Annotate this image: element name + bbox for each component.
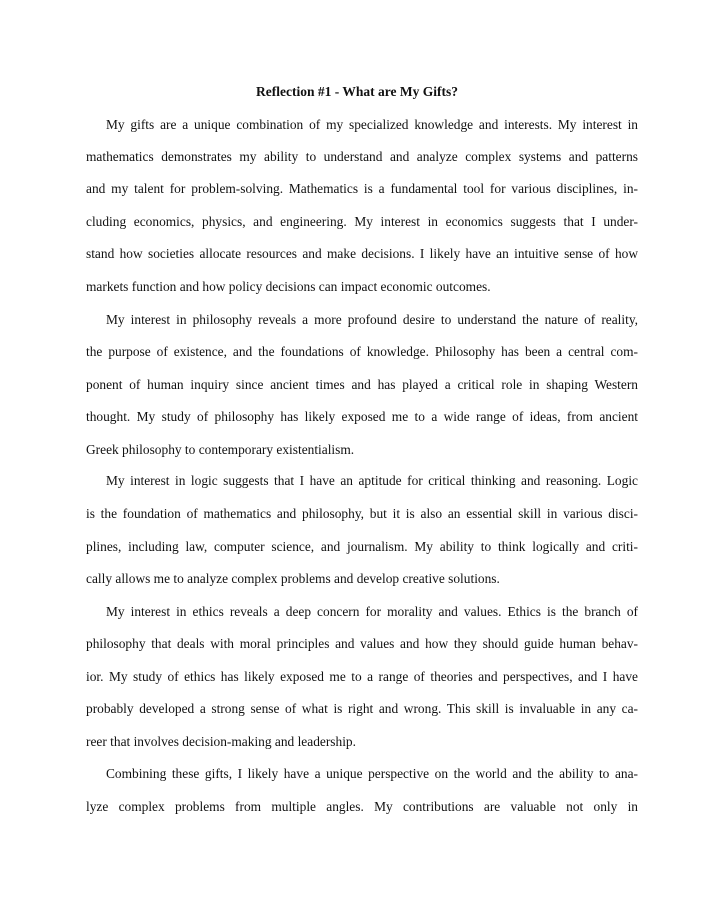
paragraph-line: ior. My study of ethics has likely exposed me to a range of theories and perspectives, and I have [86, 669, 638, 684]
paragraph-line: philosophy that deals with moral principles and values and how they should guide human behav- [86, 636, 638, 651]
paragraph-line: thought. My study of philosophy has likely exposed me to a wide range of ideas, from ancient [86, 409, 638, 424]
document-title: Reflection #1 - What are My Gifts? [256, 84, 458, 99]
paragraph-line: markets function and how policy decisions can impact economic outcomes. [86, 279, 491, 294]
paragraph-line: cluding economics, physics, and engineering. My interest in economics suggests that I under- [86, 214, 638, 229]
paragraph-line: Combining these gifts, I likely have a unique perspective on the world and the ability to ana- [106, 766, 638, 781]
paragraph-line: lyze complex problems from multiple angles. My contributions are valuable not only in [86, 799, 638, 814]
paragraph-line: cally allows me to analyze complex problems and develop creative solutions. [86, 571, 500, 586]
paragraph-line: ponent of human inquiry since ancient times and has played a critical role in shaping Western [86, 377, 638, 392]
paragraph-line: and my talent for problem-solving. Mathematics is a fundamental tool for various disciplines, in- [86, 181, 638, 196]
paragraph-line: My interest in philosophy reveals a more profound desire to understand the nature of reality, [106, 312, 638, 327]
paragraph-line: stand how societies allocate resources and make decisions. I likely have an intuitive sense of how [86, 246, 638, 261]
paragraph-line: My interest in ethics reveals a deep concern for morality and values. Ethics is the branch of [106, 604, 638, 619]
paragraph-line: Greek philosophy to contemporary existentialism. [86, 442, 355, 457]
paragraph-line: plines, including law, computer science, and journalism. My ability to think logically and criti- [86, 539, 638, 554]
paragraph-line: My gifts are a unique combination of my specialized knowledge and interests. My interest in [106, 117, 638, 132]
paragraph-line: reer that involves decision-making and leadership. [86, 734, 356, 749]
paragraph-line: is the foundation of mathematics and philosophy, but it is also an essential skill in various disci- [86, 506, 638, 521]
paragraph-line: mathematics demonstrates my ability to understand and analyze complex systems and patterns [86, 149, 638, 164]
paragraph-line: the purpose of existence, and the foundations of knowledge. Philosophy has been a central com- [86, 344, 638, 359]
paragraph-line: probably developed a strong sense of what is right and wrong. This skill is invaluable in any ca- [86, 701, 638, 716]
paragraph-line: My interest in logic suggests that I have an aptitude for critical thinking and reasoning. Logic [106, 473, 638, 488]
